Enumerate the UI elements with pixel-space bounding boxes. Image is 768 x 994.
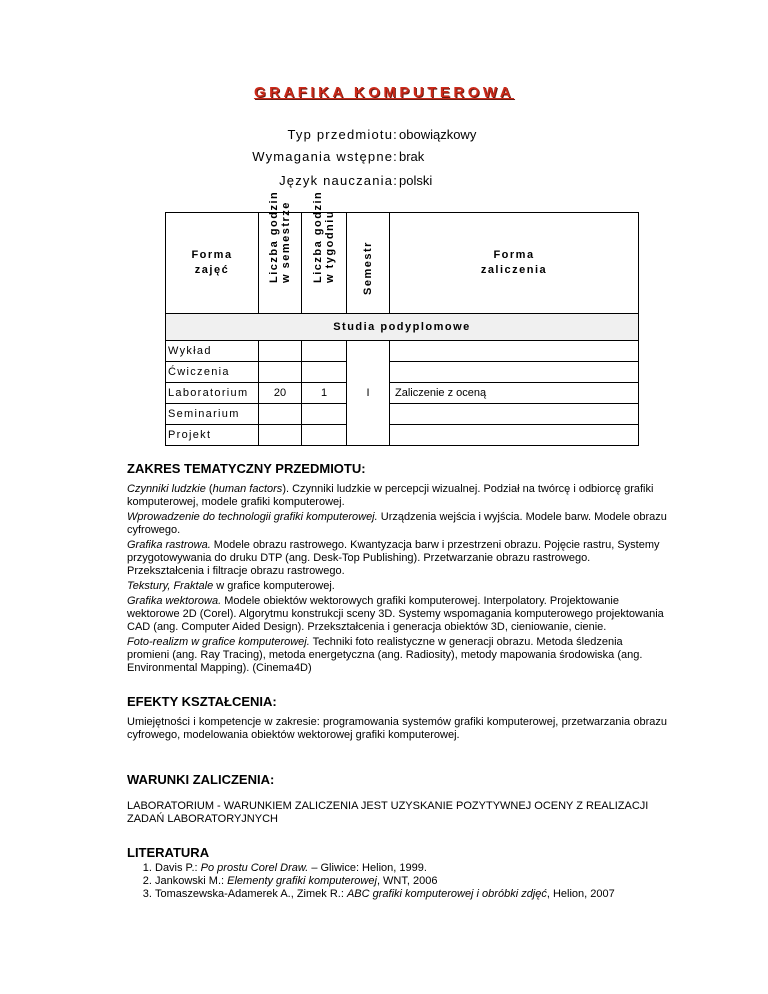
topic-title: Foto-realizm w grafice komputerowej. [127,636,310,648]
book-title: Elementy grafiki komputerowej [227,875,377,887]
row-name: Ćwiczenia [166,362,259,383]
zakres-paragraph [127,483,667,509]
text: Modele obrazu rastrowego. Kwantyzacja barw i przestrzeni obrazu. Pojęcie rastru, Systemy przygotowywania do druku DTP (ang. Desk-Top Publishing). Przetwarzanie obrazu rastrowego. Przekształcenia i filtracje obrazu rastrowego. [127,539,660,577]
topic-title: Czynniki ludzkie [127,483,206,495]
zakres-paragraph [127,580,667,593]
table-row [166,404,639,425]
row-hours-week [302,362,347,383]
row-hours-sem [259,341,302,362]
text: Davis P.: [155,862,201,874]
header-line: w tygodniu [324,209,336,283]
row-credit: Zaliczenie z oceną [390,383,639,404]
zakres-heading: ZAKRES TEMATYCZNY PRZEDMIOTU: [127,461,366,476]
row-credit [390,362,639,383]
list-item [155,875,667,888]
row-hours-week: 1 [302,383,347,404]
book-title: Po prostu Corel Draw. [200,862,309,874]
semester-cell: I [347,341,390,446]
row-hours-sem [259,362,302,383]
row-hours-sem [259,425,302,446]
literatura-list [127,862,667,901]
header-line: Forma [493,249,535,261]
row-name: Laboratorium [166,383,259,404]
row-hours-week [302,404,347,425]
meta-value: polski [399,173,433,188]
document-title: GRAFIKA KOMPUTEROWA [253,84,515,101]
row-hours-sem [259,404,302,425]
row-hours-sem: 20 [259,383,302,404]
header-hours-semester [259,190,302,314]
row-credit [390,425,639,446]
text: , WNT, 2006 [376,875,438,887]
header-line: Semestr [362,241,374,295]
list-item [155,888,667,901]
header-line: w semestrze [280,201,292,283]
meta-value: brak [399,149,425,164]
header-forma-zaliczenia [390,213,639,314]
text: w grafice komputerowej. [213,580,335,592]
meta-label: Język nauczania: [279,173,398,188]
literatura-heading: LITERATURA [127,845,210,860]
header-line: Forma [191,249,233,261]
table-row [166,362,639,383]
topic-title: Tekstury, Fraktale [127,580,214,592]
row-hours-week [302,425,347,446]
book-title: ABC grafiki komputerowej i obróbki zdjęć [346,888,547,900]
zakres-paragraph [127,636,667,675]
row-hours-week [302,341,347,362]
table-row [166,425,639,446]
text: Jankowski M.: [155,875,228,887]
efekty-heading: EFEKTY KSZTAŁCENIA: [127,694,277,709]
table-row [166,383,639,404]
text: Tomaszewska-Adamerek A., Zimek R.: [155,888,347,900]
warunki-heading: WARUNKI ZALICZENIA: [127,772,275,787]
row-credit [390,341,639,362]
topic-title: Wprowadzenie do technologii grafiki komputerowej. [127,511,378,523]
header-semestr [347,213,390,314]
zakres-paragraph [127,539,667,578]
document-body [127,462,667,901]
list-item [155,862,667,875]
table-row [166,341,639,362]
row-name: Seminarium [166,404,259,425]
text: Techniki foto realistyczne w generacji obrazu. Metoda śledzenia promieni (ang. Ray Tracing), metoda energetyczna (ang. Radiosity), metody mapowania środowiska (ang. Environmental Mapping). (Cinema4D) [127,636,643,674]
header-line: Liczba godzin [312,190,324,283]
header-hours-week [302,190,347,314]
text: ). Czynniki ludzkie w percepcji wizualnej. Podział na twórcę i odbiorcę grafiki komputerowej, modele grafiki komputerowej. [127,483,654,508]
efekty-text: Umiejętności i kompetencje w zakresie: programowania systemów grafiki komputerowej, przetwarzania obrazu cyfrowego, modelowania obiektów wektorowej grafiki komputerowej. [127,716,667,741]
topic-title: Grafika rastrowa. [127,539,211,551]
text: ( [205,483,213,495]
row-credit [390,404,639,425]
meta-label: Wymagania wstępne: [252,149,398,164]
header-forma-zajec [166,213,259,314]
meta-value: obowiązkowy [399,127,477,142]
topic-term: human factors [212,483,283,495]
text: Modele obiektów wektorowych grafiki komputerowej. Interpolatory. Projektowanie wektorowe 2D (Corel). Algorytmu konstrukcji sceny 3D. Systemy wspomagania komputerowego projektowania CAD (ang. Computer Aided Design). Przekształcenia i generacja obiektów 3D, cieniowanie, cienie. [127,595,664,633]
header-line: zajęć [194,264,230,276]
text: – Gliwice: Helion, 1999. [308,862,427,874]
header-line: Liczba godzin [268,190,280,283]
meta-label: Typ przedmiotu: [287,127,398,142]
row-name: Projekt [166,425,259,446]
text: , Helion, 2007 [546,888,615,900]
topic-title: Grafika wektorowa. [127,595,222,607]
zakres-paragraph [127,595,667,634]
schedule-table [165,190,639,446]
row-name: Wykład [166,341,259,362]
section-row: Studia podyplomowe [166,314,639,341]
text: Urządzenia wejścia i wyjścia. Modele barw. Modele obrazu cyfrowego. [127,511,667,536]
header-line: zaliczenia [480,264,548,276]
warunki-text: LABORATORIUM - WARUNKIEM ZALICZENIA JEST UZYSKANIE POZYTYWNEJ OCENY Z REALIZACJI ZADAŃ LABORATORYJNYCH [127,800,649,825]
zakres-paragraph [127,511,667,537]
